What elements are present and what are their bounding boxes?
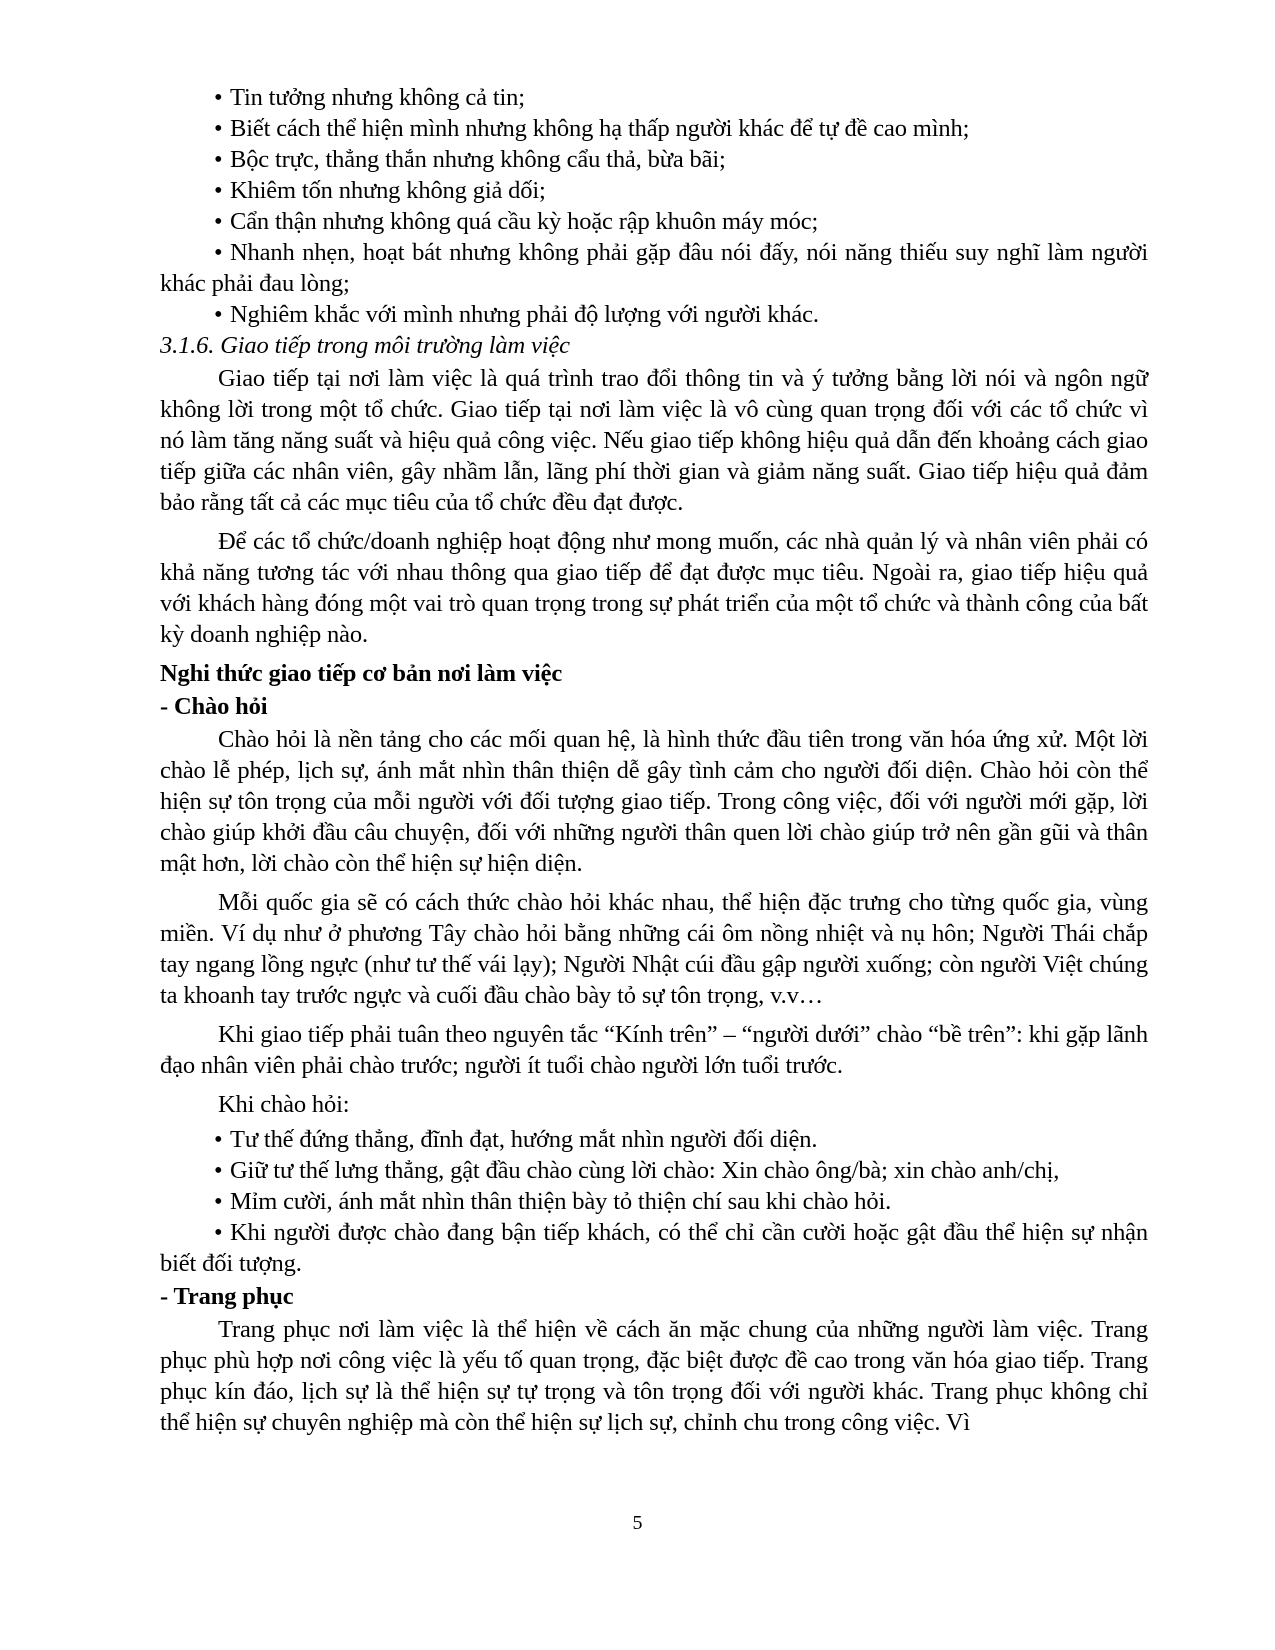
bullet-icon: • xyxy=(214,146,223,173)
bullet-icon: • xyxy=(214,177,223,204)
bullet-icon: • xyxy=(214,84,223,111)
list-item: • Cẩn thận nhưng không quá cầu kỳ hoặc rập khuôn máy móc; xyxy=(214,208,819,235)
etiquette-heading: Nghi thức giao tiếp cơ bản nơi làm việc xyxy=(160,660,563,687)
list-item: • Tin tưởng nhưng không cả tin; xyxy=(214,84,525,111)
bullet-icon: • xyxy=(214,115,223,142)
greeting-when-label: Khi chào hỏi: xyxy=(218,1091,350,1118)
list-item: • Nghiêm khắc với mình nhưng phải độ lượng với người khác. xyxy=(214,301,819,328)
document-page xyxy=(160,82,1148,1446)
page-number: 5 xyxy=(632,1512,643,1534)
bullet-icon: • xyxy=(214,208,223,235)
list-item: • Biết cách thể hiện mình nhưng không hạ thấp người khác để tự đề cao mình; xyxy=(214,115,970,142)
greeting-heading: - Chào hỏi xyxy=(160,693,268,720)
greeting-bullet-list xyxy=(160,1124,1148,1279)
list-item: • Mỉm cười, ánh mắt nhìn thân thiện bày tỏ thiện chí sau khi chào hỏi. xyxy=(214,1188,892,1215)
bullet-icon: • xyxy=(214,1126,223,1153)
section-title: 3.1.6. Giao tiếp trong môi trường làm việc xyxy=(160,332,570,359)
bullet-icon: • xyxy=(214,1188,223,1215)
attire-heading: - Trang phục xyxy=(160,1283,294,1310)
list-item: • Tư thế đứng thẳng, đĩnh đạt, hướng mắt nhìn người đối diện. xyxy=(214,1126,818,1153)
bullet-icon: • xyxy=(214,301,223,328)
greeting-paragraph: Chào hỏi là nền tảng cho các mối quan hệ, là hình thức đầu tiên trong văn hóa ứng xử. Một lời chào lễ phép, lịch sự, ánh mắt nhìn thân thiện dễ gây tình cảm cho người đối diện. Chào hỏi còn thể hiện sự tôn trọng của mỗi người với đối tượng giao tiếp. Trong công việc, đối với người mới gặp, lời chào giúp khởi đầu câu chuyện, đối với những người thân quen lời chào giúp trở nên gần gũi và thân mật hơn, lời chào còn thể hiện sự hiện diện. xyxy=(160,726,1148,877)
bullet-icon: • xyxy=(214,1219,223,1246)
list-item: • Khiêm tốn nhưng không giả dối; xyxy=(214,177,546,204)
list-item: • Bộc trực, thẳng thắn nhưng không cẩu thả, bừa bãi; xyxy=(214,146,726,173)
top-bullet-list xyxy=(160,82,1148,330)
list-item: • Khi người được chào đang bận tiếp khách, có thể chỉ cần cười hoặc gật đầu thể hiện sự nhận biết đối tượng. xyxy=(160,1219,1148,1277)
intro-paragraph: Giao tiếp tại nơi làm việc là quá trình trao đổi thông tin và ý tưởng bằng lời nói và ngôn ngữ không lời trong một tổ chức. Giao tiếp tại nơi làm việc là vô cùng quan trọng đối với các tổ chức vì nó làm tăng năng suất và hiệu quả công việc. Nếu giao tiếp không hiệu quả dẫn đến khoảng cách giao tiếp giữa các nhân viên, gây nhầm lẫn, lãng phí thời gian và giảm năng suất. Giao tiếp hiệu quả đảm bảo rằng tất cả các mục tiêu của tổ chức đều đạt được. xyxy=(160,365,1148,516)
greeting-paragraph: Khi giao tiếp phải tuân theo nguyên tắc “Kính trên” – “người dưới” chào “bề trên”: khi gặp lãnh đạo nhân viên phải chào trước; người ít tuổi chào người lớn tuổi trước. xyxy=(160,1021,1148,1079)
list-item: • Giữ tư thế lưng thẳng, gật đầu chào cùng lời chào: Xin chào ông/bà; xin chào anh/chị, xyxy=(214,1157,1060,1184)
attire-paragraph: Trang phục nơi làm việc là thể hiện về cách ăn mặc chung của những người làm việc. Trang phục phù hợp nơi công việc là yếu tố quan trọng, đặc biệt được đề cao trong văn hóa giao tiếp. Trang phục kín đáo, lịch sự là thể hiện sự tự trọng và tôn trọng đối với người khác. Trang phục không chỉ thể hiện sự chuyên nghiệp mà còn thể hiện sự lịch sự, chỉnh chu trong công việc. Vì xyxy=(160,1316,1148,1436)
bullet-icon: • xyxy=(214,239,223,266)
intro-paragraph: Để các tổ chức/doanh nghiệp hoạt động như mong muốn, các nhà quản lý và nhân viên phải có khả năng tương tác với nhau thông qua giao tiếp để đạt được mục tiêu. Ngoài ra, giao tiếp hiệu quả với khách hàng đóng một vai trò quan trọng trong sự phát triển của một tổ chức và thành công của bất kỳ doanh nghiệp nào. xyxy=(160,528,1148,648)
greeting-paragraph: Mỗi quốc gia sẽ có cách thức chào hỏi khác nhau, thể hiện đặc trưng cho từng quốc gia, vùng miền. Ví dụ như ở phương Tây chào hỏi bằng những cái ôm nồng nhiệt và nụ hôn; Người Thái chắp tay ngang lồng ngực (như tư thế vái lạy); Người Nhật cúi đầu gập người xuống; còn người Việt chúng ta khoanh tay trước ngực và cuối đầu chào bày tỏ sự tôn trọng, v.v… xyxy=(160,889,1148,1009)
bullet-icon: • xyxy=(214,1157,223,1184)
list-item: • Nhanh nhẹn, hoạt bát nhưng không phải gặp đâu nói đấy, nói năng thiếu suy nghĩ làm người khác phải đau lòng; xyxy=(160,239,1148,297)
